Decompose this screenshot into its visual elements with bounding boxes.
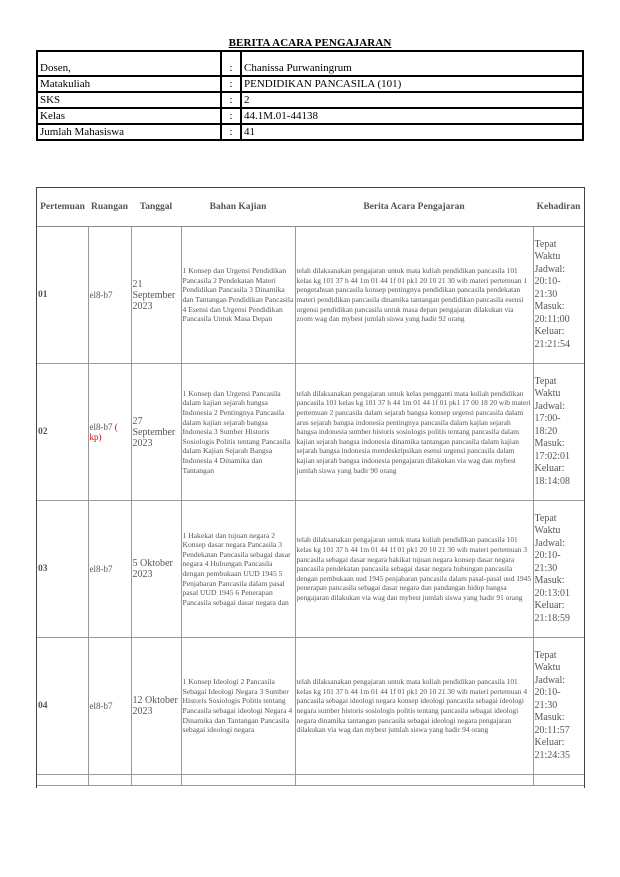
room-note: ( kp): [89, 422, 118, 442]
kehadiran: [533, 638, 584, 775]
info-value: 41: [241, 124, 583, 140]
kehadiran-line: Jadwal:: [534, 263, 566, 275]
info-value: PENDIDIKAN PANCASILA (101): [241, 76, 583, 92]
table-row: [37, 638, 584, 775]
header-kehadiran: Kehadiran: [533, 188, 584, 227]
room-cell: [88, 501, 131, 638]
info-label: SKS: [37, 92, 221, 108]
info-value: 2: [241, 92, 583, 108]
table-row: [37, 364, 584, 501]
kehadiran-line: 18:14:08: [534, 475, 571, 487]
info-separator: :: [221, 124, 241, 140]
meeting-date: 27 September 2023: [131, 364, 181, 501]
cut-cell: [88, 775, 131, 786]
meetings-table-container: [36, 187, 585, 788]
kehadiran-line: 21:18:59: [534, 612, 571, 624]
room-cell: [88, 227, 131, 364]
table-header-row: [37, 188, 584, 227]
header-ruangan: Ruangan: [88, 188, 131, 227]
kehadiran-line: Keluar:: [534, 600, 565, 612]
info-row-jumlah-mahasiswa: [37, 124, 583, 140]
table-row-cut-off: [37, 775, 584, 786]
room-code: el8-b7: [89, 290, 113, 300]
kehadiran-line: 20:10-: [534, 687, 561, 699]
room-cell: [88, 638, 131, 775]
cut-cell: [131, 775, 181, 786]
kehadiran-line: Waktu: [534, 251, 561, 263]
kehadiran-line: 21:30: [534, 562, 558, 574]
info-label: Matakuliah: [37, 76, 221, 92]
kehadiran-line: 21:21:54: [534, 338, 571, 350]
cut-cell: [533, 775, 584, 786]
meetings-table: [37, 188, 584, 786]
kehadiran-line: Waktu: [534, 388, 561, 400]
info-row-dosen: [37, 51, 583, 76]
meeting-number: 04: [37, 638, 88, 775]
info-row-kelas: [37, 108, 583, 124]
kehadiran-line: Masuk:: [534, 438, 565, 450]
kehadiran-line: Masuk:: [534, 712, 565, 724]
kehadiran-line: 20:13:01: [534, 587, 571, 599]
info-separator: :: [221, 76, 241, 92]
berita-acara: telah dilaksanakan pengajaran untuk mata kuliah pendidikan pancasila 101 kelas kg 101 37 h 44 1m 01 44 1f 01 pk1 20 10 21 30 wib materi pertemuan 4 pancasila sebagai ideologi negara konsep ideologi pancasila sebagai ideologi negara sumber historis sosiologis politis tentang pancasila sebagai ideologi negara dinamika tantangan pancasila sebagai ideologi negara pengajaran dilakukan via wag dan mybest jumlah siswa yang hadir 94 orang: [295, 638, 533, 775]
info-separator: :: [221, 92, 241, 108]
info-label: Dosen,: [37, 51, 221, 76]
bahan-kajian: 1 Hakekat dan tujuan negara 2 Konsep dasar negara Pancasila 3 Pendekatan Pancasila sebagai dasar negara 4 Hubungan Pancasila dengan pembukaan UUD 1945 5 Penjabaran Pancasila dalam pasal pasal UUD 1945 6 Penerapan Pancasila sebagai dasar negara dan: [181, 501, 295, 638]
meeting-date: 21 September 2023: [131, 227, 181, 364]
berita-acara: telah dilaksanakan pengajaran untuk kelas pengganti mata kuliah pendidikan pancasila 101 kelas kg 101 37 h 44 1m 01 44 1f 01 pk1 17 00 18 20 wib materi pertemuan 2 pancasila dalam sejarah bangsa konsep urgensi pancasila dalam arus sejarah bangsa indonesia pentingnya pancasila dalam kajian sejarah bangsa indonesia sumber historis sosiologis politis tentang pancasila dalam kajian sejarah bangsa indonesia dinamika tantangan pancasila dalam kajian sejarah bangsa indonesia mendeskripsikan esensi urgensi pancasila dalam kajian sejarah bangsa indonesia pengajaran dilakukan via wag dan mybest jumlah siswa yang hadir 90 orang: [295, 364, 533, 501]
room-code: el8-b7: [89, 701, 113, 711]
cut-cell: [181, 775, 295, 786]
meeting-date: 5 Oktober 2023: [131, 501, 181, 638]
kehadiran-line: 21:24:35: [534, 749, 571, 761]
berita-acara: telah dilaksanakan pengajaran untuk mata kuliah pendidikan pancasila 101 kelas kg 101 37 h 44 1m 01 44 1f 01 pk1 20 10 21 30 wib materi pertemuan 1 pengetahuan pancasila konsep pentingnya pendidikan pancasila pendekatan materi pendidikan pancasila dinamika tantangan pendidikan pancasila esensi urgensi pendidikan pancasila untuk masa depan pengajaran dilakukan via zoom wag dan mybest jumlah siswa yang hadir 92 orang: [295, 227, 533, 364]
table-row: [37, 501, 584, 638]
kehadiran-line: 17:02:01: [534, 450, 571, 462]
kehadiran-line: Keluar:: [534, 326, 565, 338]
table-row: [37, 227, 584, 364]
kehadiran-line: 21:30: [534, 699, 558, 711]
kehadiran-line: 21:30: [534, 288, 558, 300]
room-code: el8-b7: [89, 564, 113, 574]
kehadiran-line: 20:11:00: [534, 313, 570, 325]
meeting-number: 03: [37, 501, 88, 638]
course-info-table: [36, 50, 584, 141]
info-label: Kelas: [37, 108, 221, 124]
kehadiran-line: Jadwal:: [534, 400, 566, 412]
info-label: Jumlah Mahasiswa: [37, 124, 221, 140]
cut-cell: [37, 775, 88, 786]
header-tanggal: Tanggal: [131, 188, 181, 227]
header-pertemuan: Pertemuan: [37, 188, 88, 227]
kehadiran-line: Waktu: [534, 525, 561, 537]
room-cell: [88, 364, 131, 501]
meeting-number: 02: [37, 364, 88, 501]
info-separator: :: [221, 51, 241, 76]
kehadiran-line: 20:10-: [534, 276, 561, 288]
kehadiran-line: Jadwal:: [534, 537, 566, 549]
bahan-kajian: 1 Konsep dan Urgensi Pendidikan Pancasila 2 Pendekatan Materi Pendidikan Pancasila 3 Dinamika dan Tantangan Pendidikan Pancasila 4 Esensi dan Urgensi Pendidikan Pancasila Untuk Masa Depan: [181, 227, 295, 364]
kehadiran-line: 20:10-: [534, 550, 561, 562]
kehadiran-line: 17:00-: [534, 413, 561, 425]
kehadiran-line: 18:20: [534, 425, 558, 437]
meeting-number: 01: [37, 227, 88, 364]
kehadiran-line: 20:11:57: [534, 724, 570, 736]
berita-acara: telah dilaksanakan pengajaran untuk mata kuliah pendidikan pancasila 101 kelas kg 101 37 h 44 1m 01 44 1f 01 pk1 20 10 21 30 wib materi pertemuan 3 pancasila sebagai dasar negara hakikat tujuan negara konsep dasar negara pancasila pendekatan pancasila sebagai dasar negara hubungan pancasila dengan pembukaan uud 1945 penjabaran pancasila dalam pasal-pasal uud 1945 penerapan pancasila sebagai dasar negara dan pandangan hidup bangsa pengajaran dilakukan via wag dan mybest jumlah siswa yang hadir 91 orang: [295, 501, 533, 638]
kehadiran-line: Tepat: [534, 238, 557, 250]
cut-cell: [295, 775, 533, 786]
kehadiran-line: Masuk:: [534, 575, 565, 587]
kehadiran: [533, 501, 584, 638]
kehadiran: [533, 364, 584, 501]
info-row-matakuliah: [37, 76, 583, 92]
kehadiran: [533, 227, 584, 364]
page-title: BERITA ACARA PENGAJARAN: [228, 37, 392, 49]
kehadiran-line: Masuk:: [534, 301, 565, 313]
meeting-date: 12 Oktober 2023: [131, 638, 181, 775]
bahan-kajian: 1 Konsep Ideologi 2 Pancasila Sebagai Ideologi Negara 3 Sumber Historis Sosiologis Politis tentang Pancasila sebagai ideologi Negara 4 Dinamika dan Tantangan Pancasila sebagai ideologi negara: [181, 638, 295, 775]
info-separator: :: [221, 108, 241, 124]
kehadiran-line: Jadwal:: [534, 674, 566, 686]
info-value: 44.1M.01-44138: [241, 108, 583, 124]
room-code: el8-b7: [89, 422, 113, 432]
info-row-sks: [37, 92, 583, 108]
kehadiran-line: Keluar:: [534, 737, 565, 749]
kehadiran-line: Tepat: [534, 512, 557, 524]
bahan-kajian: 1 Konsep dan Urgensi Pancasila dalam kajian sejarah bangsa Indonesia 2 Pentingnya Pancasila dalam kajian sejarah bangsa Indonesia 3 Sumber Historis Sosiologis Politis tentang Pancasila dalam Kajian Sejarah Bangsa Indonesia 4 Dinamika dan Tantangan: [181, 364, 295, 501]
kehadiran-line: Waktu: [534, 662, 561, 674]
kehadiran-line: Keluar:: [534, 463, 565, 475]
header-bahan-kajian: Bahan Kajian: [181, 188, 295, 227]
info-value: Chanissa Purwaningrum: [241, 51, 583, 76]
kehadiran-line: Tepat: [534, 649, 557, 661]
kehadiran-line: Tepat: [534, 375, 557, 387]
header-berita-acara: Berita Acara Pengajaran: [295, 188, 533, 227]
